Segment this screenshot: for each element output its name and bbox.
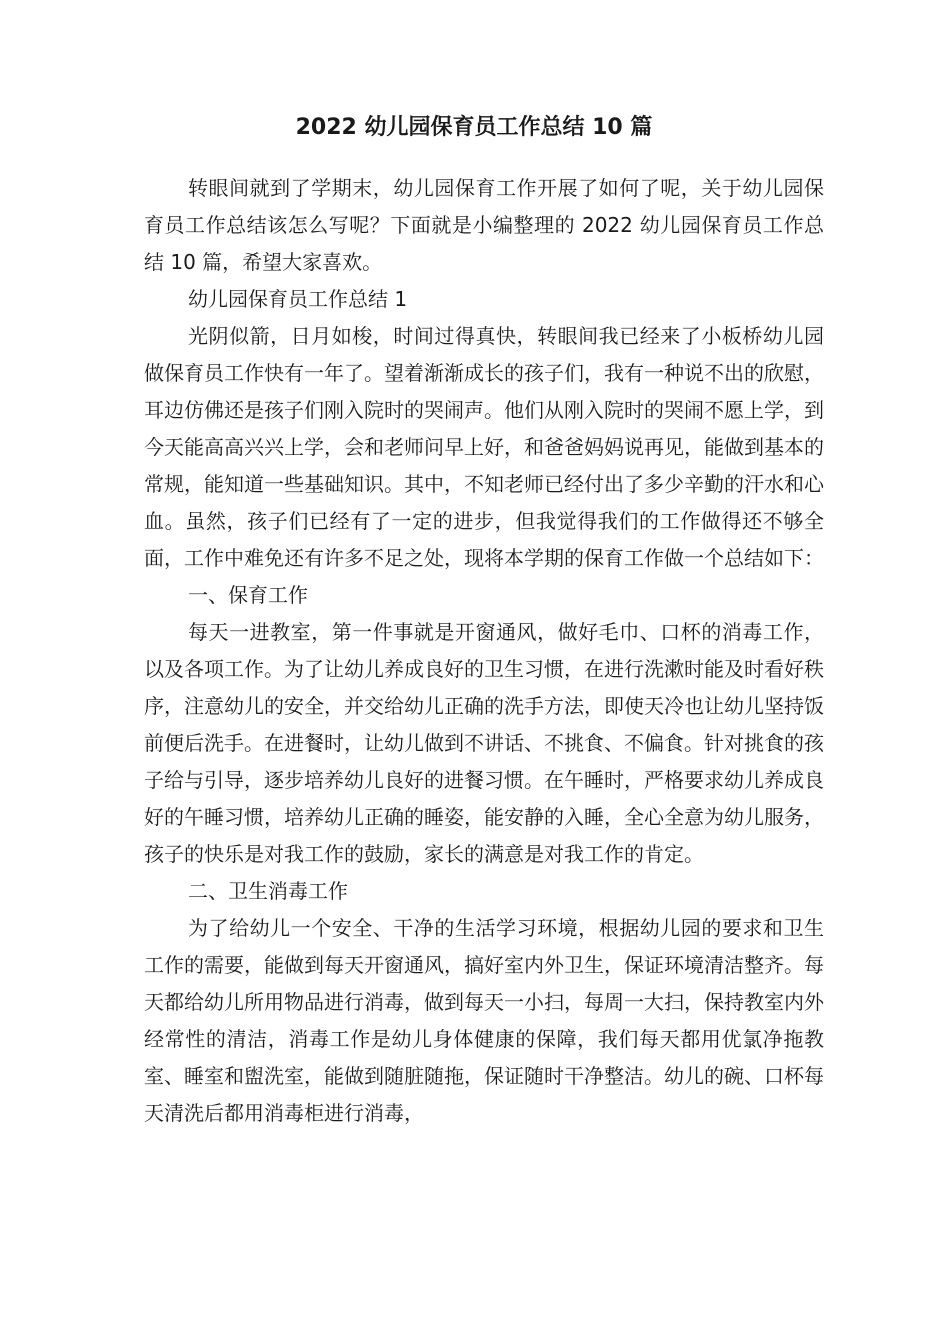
body-paragraph: 光阴似箭，日月如梭，时间过得真快，转眼间我已经来了小板桥幼儿园做保育员工作快有一年了。望着渐渐成长的孩子们，我有一种说不出的欣慰，耳边仿佛还是孩子们刚入院时的哭闹声。他们从刚入院时的哭闹不愿上学，到今天能高高兴兴上学，会和老师问早上好，和爸爸妈妈说再见，能做到基本的常规，能知道一些基础知识。其中，不知老师已经付出了多少辛勤的汗水和心血。虽然，孩子们已经有了一定的进步，但我觉得我们的工作做得还不够全面，工作中难免还有许多不足之处，现将本学期的保育工作做一个总结如下： <box>144 324 824 570</box>
section-heading-care-work: 一、保育工作 <box>188 583 308 607</box>
section-heading-summary-1: 幼儿园保育员工作总结 1 <box>188 287 408 311</box>
document-title: 2022 幼儿园保育员工作总结 10 篇 <box>295 115 653 140</box>
body-paragraph: 为了给幼儿一个安全、干净的生活学习环境，根据幼儿园的要求和卫生工作的需要，能做到每天开窗通风，搞好室内外卫生，保证环境清洁整齐。每天都给幼儿所用物品进行消毒，做到每天一小扫，每周一大扫，保持教室内外经常性的清洁，消毒工作是幼儿身体健康的保障，我们每天都用优氯净拖教室、睡室和盥洗室，能做到随脏随拖，保证随时干净整洁。幼儿的碗、口杯每天清洗后都用消毒柜进行消毒， <box>144 916 824 1125</box>
body-paragraph: 每天一进教室，第一件事就是开窗通风，做好毛巾、口杯的消毒工作，以及各项工作。为了让幼儿养成良好的卫生习惯，在进行洗漱时能及时看好秩序，注意幼儿的安全，并交给幼儿正确的洗手方法，即使天冷也让幼儿坚持饭前便后洗手。在进餐时，让幼儿做到不讲话、不挑食、不偏食。针对挑食的孩子给与引导，逐步培养幼儿良好的进餐习惯。在午睡时，严格要求幼儿养成良好的午睡习惯，培养幼儿正确的睡姿，能安静的入睡，全心全意为幼儿服务，孩子的快乐是对我工作的鼓励，家长的满意是对我工作的肯定。 <box>144 620 824 866</box>
document-body <box>144 170 824 1132</box>
section-heading-hygiene-work: 二、卫生消毒工作 <box>188 879 348 903</box>
intro-paragraph: 转眼间就到了学期末，幼儿园保育工作开展了如何了呢，关于幼儿园保育员工作总结该怎么写呢？下面就是小编整理的 2022 幼儿园保育员工作总结 10 篇，希望大家喜欢。 <box>144 176 824 274</box>
